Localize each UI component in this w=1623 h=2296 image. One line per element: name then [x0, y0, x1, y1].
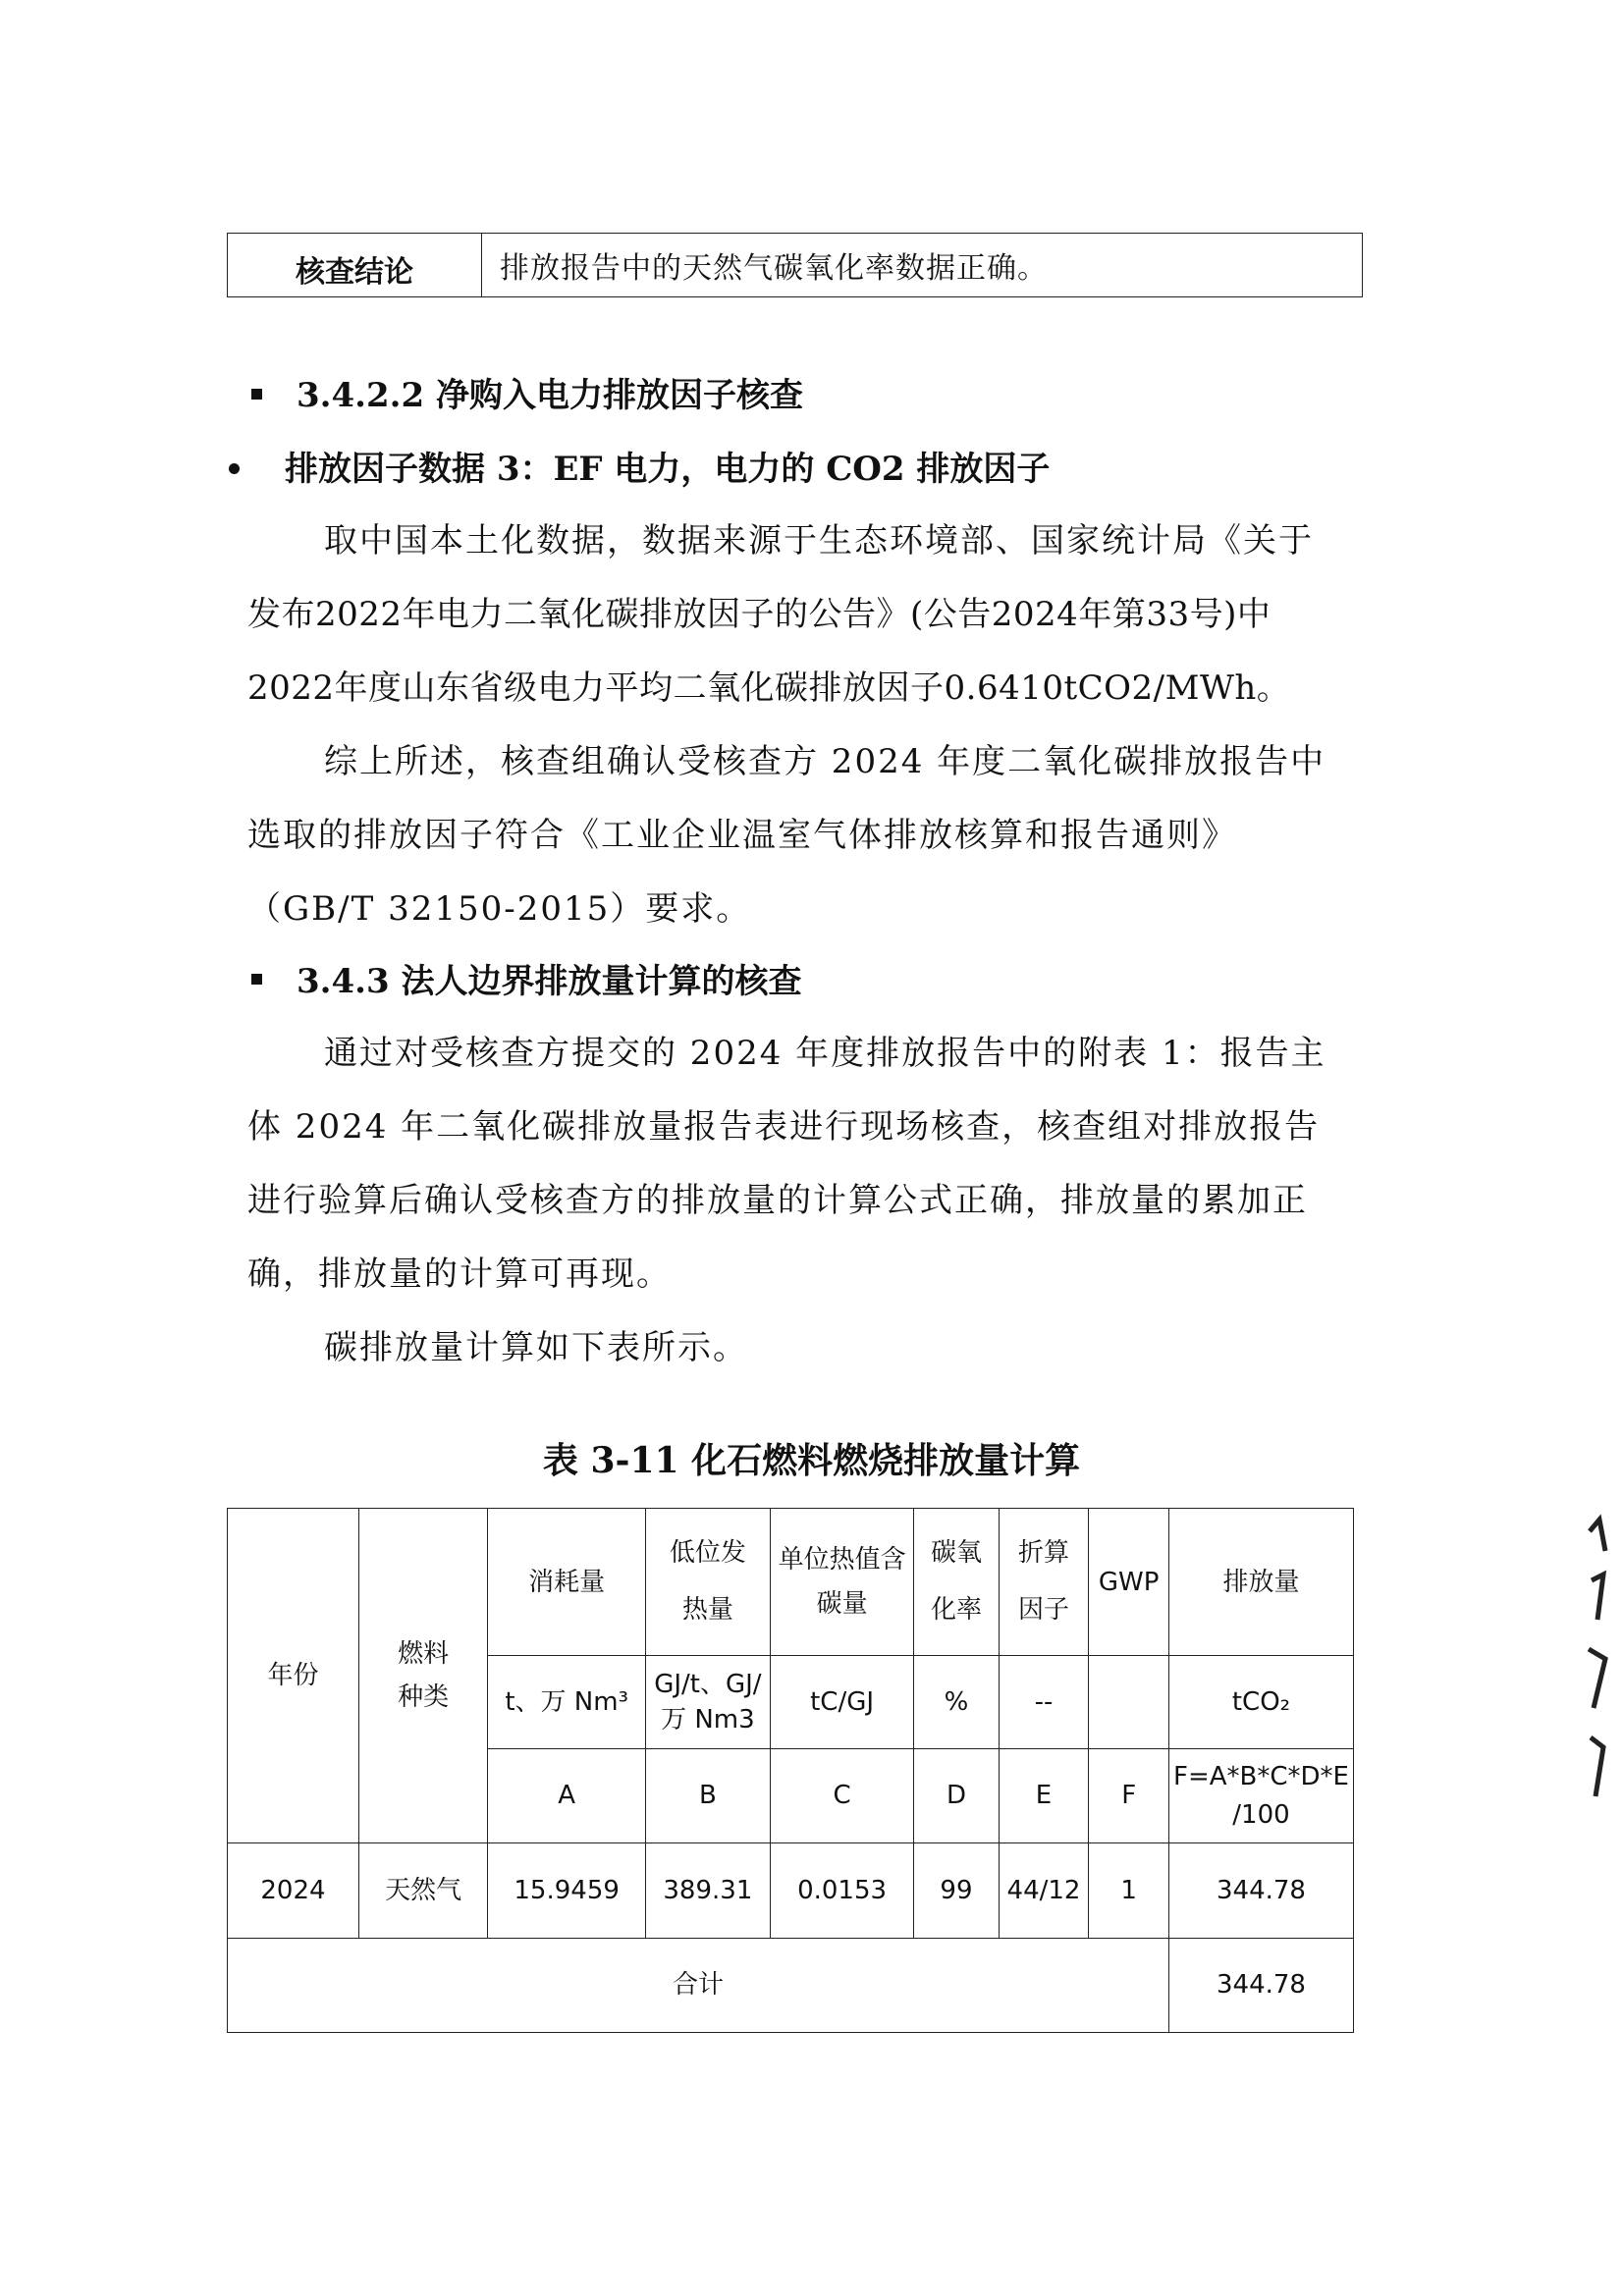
conclusion-row [228, 234, 1363, 297]
header-fuel-type: 燃料 种类 [358, 1509, 488, 1843]
cell-oxidation: 99 [914, 1842, 999, 1938]
letter-emissions: F=A*B*C*D*E /100 [1168, 1749, 1353, 1842]
letter-ncv: B [645, 1749, 770, 1842]
square-bullet-icon [251, 389, 262, 400]
cell-ncv: 389.31 [645, 1842, 770, 1938]
section-3422-heading: 3.4.2.2 净购入电力排放因子核查 [297, 376, 803, 415]
header-carbon-content: 单位热值含 碳量 [770, 1509, 913, 1656]
unit-carbon-content: tC/GJ [770, 1656, 913, 1749]
header-year: 年份 [228, 1509, 359, 1843]
factor3-line-3: 2022年度山东省级电力平均二氧化碳排放因子0.6410tCO2/MWh。 [247, 668, 1291, 708]
factor3-line-5: 选取的排放因子符合《工业企业温室气体排放核算和报告通则》 [247, 816, 1237, 855]
unit-oxidation: % [914, 1656, 999, 1749]
factor3-line-4: 综上所述，核查组确认受核查方 2024 年度二氧化碳排放报告中 [324, 742, 1326, 781]
square-bullet-icon [251, 974, 262, 985]
table-caption: 表 3-11 化石燃料燃烧排放量计算 [542, 1440, 1081, 1481]
round-bullet-icon [229, 463, 240, 474]
header-oxidation: 碳氧 化率 [914, 1509, 999, 1656]
table-row [228, 1842, 1354, 1938]
unit-emissions: tCO₂ [1168, 1656, 1353, 1749]
unit-consumption: t、万 Nm³ [488, 1656, 645, 1749]
header-emissions: 排放量 [1168, 1509, 1353, 1656]
cell-conversion: 44/12 [999, 1842, 1089, 1938]
scan-edge-mark-icon [1586, 1512, 1611, 1806]
section-343-heading: 3.4.3 法人边界排放量计算的核查 [297, 962, 802, 1001]
letter-oxidation: D [914, 1749, 999, 1842]
section-343-line-4: 确，排放量的计算可再现。 [247, 1255, 672, 1294]
section-343-line-5: 碳排放量计算如下表所示。 [324, 1328, 748, 1367]
section-343-line-3: 进行验算后确认受核查方的排放量的计算公式正确，排放量的累加正 [247, 1181, 1308, 1220]
letter-gwp: F [1089, 1749, 1169, 1842]
total-row [228, 1938, 1354, 2032]
header-conversion: 折算 因子 [999, 1509, 1089, 1656]
unit-ncv: GJ/t、GJ/ 万 Nm3 [645, 1656, 770, 1749]
unit-gwp [1089, 1656, 1169, 1749]
section-343-line-1: 通过对受核查方提交的 2024 年度排放报告中的附表 1：报告主 [324, 1034, 1326, 1073]
letter-carbon-content: C [770, 1749, 913, 1842]
letter-consumption: A [488, 1749, 645, 1842]
cell-consumption: 15.9459 [488, 1842, 645, 1938]
total-value: 344.78 [1168, 1938, 1353, 2032]
total-label: 合计 [228, 1938, 1169, 2032]
conclusion-text: 排放报告中的天然气碳氧化率数据正确。 [482, 234, 1363, 297]
factor3-heading: 排放因子数据 3：EF 电力，电力的 CO2 排放因子 [285, 450, 1051, 489]
section-343-line-2: 体 2024 年二氧化碳排放量报告表进行现场核查，核查组对排放报告 [247, 1107, 1321, 1147]
header-gwp: GWP [1089, 1509, 1169, 1656]
factor3-line-6: （GB/T 32150-2015）要求。 [247, 889, 752, 929]
conclusion-table [227, 233, 1363, 297]
cell-carbon-content: 0.0153 [770, 1842, 913, 1938]
unit-conversion: -- [999, 1656, 1089, 1749]
conclusion-label: 核查结论 [228, 234, 482, 297]
emissions-table [227, 1508, 1354, 2033]
cell-fuel: 天然气 [358, 1842, 488, 1938]
letter-conversion: E [999, 1749, 1089, 1842]
header-row [228, 1509, 1354, 1656]
cell-emissions: 344.78 [1168, 1842, 1353, 1938]
header-ncv: 低位发 热量 [645, 1509, 770, 1656]
header-consumption: 消耗量 [488, 1509, 645, 1656]
cell-gwp: 1 [1089, 1842, 1169, 1938]
cell-year: 2024 [228, 1842, 359, 1938]
factor3-line-1: 取中国本土化数据，数据来源于生态环境部、国家统计局《关于 [324, 521, 1314, 561]
factor3-line-2: 发布2022年电力二氧化碳排放因子的公告》(公告2024年第33号)中 [247, 595, 1271, 634]
